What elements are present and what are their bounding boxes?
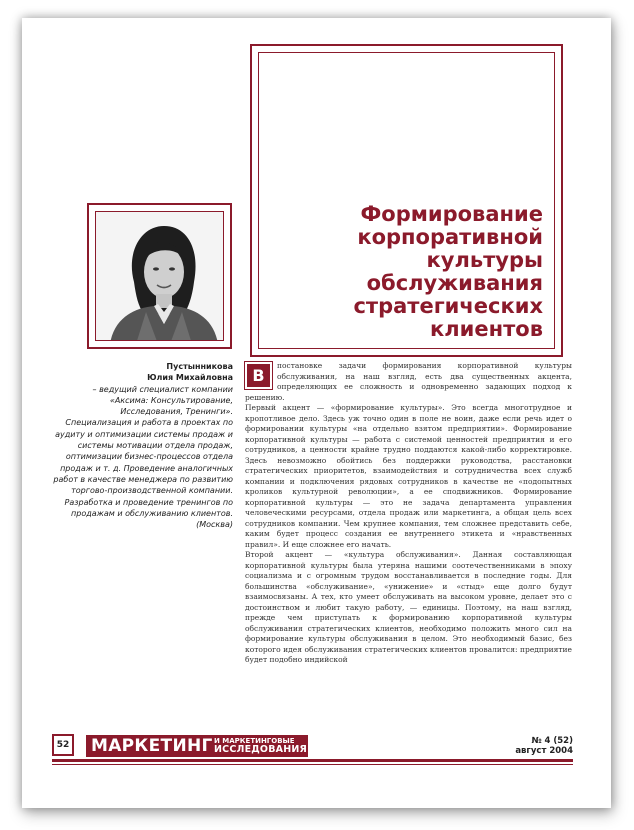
title-line: стратегических xyxy=(353,294,543,318)
issue-number: № 4 (52) xyxy=(531,736,573,746)
title-line: обслуживания xyxy=(366,271,543,295)
author-photo-frame xyxy=(87,203,232,349)
paragraph-text: постановке задачи формирования корпоративной культуры обслуживания, на наш взгляд, есть два существенных акцента, определяющих ее сложность и одновременно задающих подход к решению. xyxy=(245,361,572,402)
title-line: культуры xyxy=(426,248,543,272)
footer-rule xyxy=(52,759,573,762)
page-number: 52 xyxy=(52,734,74,756)
footer-rule-thin xyxy=(52,764,573,765)
article-paragraph: Второй акцент — «культура обслуживания». Данная составляющая корпоративной культуры была утеряна нашими соотечественниками в эпоху социализма и с огромным трудом восстанавливается в последние годы. Для большинства «обслуживание», «унижение» и «стыд» еще долго будут взаимосвязаны. А тех, кто умеет обслуживать на высоком уровне, делает это с достоинством и любит такую работу, — единицы. Поэтому, на наш взгляд, прежде чем приступать к формированию корпоративной культуры обслуживания стратегических клиентов, необходимо положить много сил на формирование культуры обслуживания в целом. Это необходимый базис, без которого идея обслуживания стратегических клиентов провалится: предприятие будет подобно индийской xyxy=(245,550,572,664)
article-paragraph: Первый акцент — «формирование культуры». Это всегда многотрудное и кропотливое дело. Здесь уж точно один в поле не воин, даже если речь идет о формировании культуры «на отдельно взятом предприятии». Формирование корпоративной культуры — работа с системой ценностей предприятия и его сотрудников, а ценности крайне трудно поддаются какой-либо корректировке. Здесь невозможно обойтись без поддержки руководства, расстановки стратегических приоритетов, взаимодействия и сотрудничества всех служб компании и подключения рядовых сотрудников в качестве не «подопытных кроликов культурной революции», а ее сподвижников. Формирование корпоративной культуры — это не задача департамента управления человеческими ресурсами, отдела продаж или маркетинга, а общая цель всех сотрудников компании. Чем крупнее компания, тем сложнее представить себе, каким будет процесс создания ее внутреннего этикета и «нравственных правил». И еще сложнее его начать. xyxy=(245,403,572,549)
article-paragraph xyxy=(245,361,572,403)
title-line: Формирование xyxy=(360,202,543,226)
author-name-line1: Пустынникова xyxy=(166,362,233,371)
logo-sub-text: И МАРКЕТИНГОВЫЕ xyxy=(214,737,295,745)
article-title xyxy=(283,203,543,341)
issue-date: август 2004 xyxy=(515,746,573,756)
logo-sub-text: ИССЛЕДОВАНИЯ xyxy=(214,744,308,755)
logo-main-text: МАРКЕТИНГ xyxy=(91,736,213,756)
title-line: корпоративной xyxy=(357,225,543,249)
drop-cap: В xyxy=(245,362,272,389)
title-frame xyxy=(250,44,563,357)
author-bio xyxy=(52,361,233,530)
magazine-logo xyxy=(86,735,308,757)
author-description: – ведущий специалист компании «Аксима: Консультирование, Исследования, Тренинги». Специализация и работа в проектах по аудиту и оптимизации системы продаж и системы мотивации отдела продаж, оптимизации бизнес-процессов отдела продаж и т. д. Проведение аналогичных работ в качестве менеджера по развитию торгово-производственной компании. Разработка и проведение тренингов по продажам и обслуживанию клиентов. xyxy=(53,384,233,518)
article-body xyxy=(245,361,572,666)
issue-info xyxy=(515,736,573,756)
author-city: (Москва) xyxy=(196,520,233,530)
magazine-page xyxy=(22,18,611,808)
author-name-line2: Юлия Михайловна xyxy=(147,373,233,383)
title-line: клиентов xyxy=(430,317,543,341)
author-photo xyxy=(95,211,224,341)
